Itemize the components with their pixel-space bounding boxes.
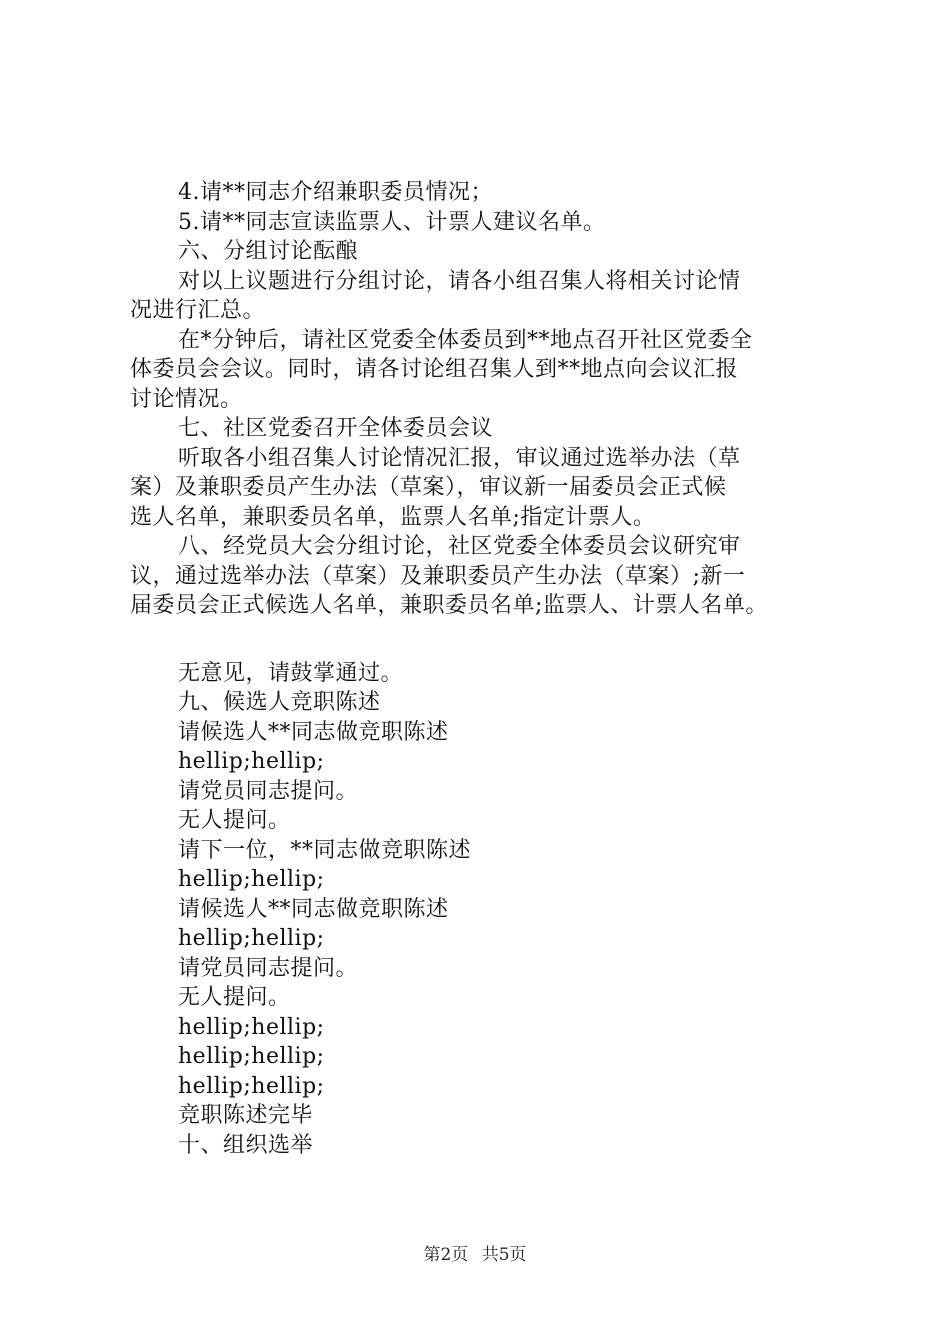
text-line: hellip;hellip; <box>178 1014 325 1040</box>
text-line: 请下一位，**同志做竞职陈述 <box>178 837 472 863</box>
text-line: hellip;hellip; <box>178 926 325 951</box>
text-line: 讨论情况。 <box>130 386 243 412</box>
document-body <box>130 178 850 1160</box>
text-line: 在*分钟后，请社区党委全体委员到**地点召开社区党委全 <box>178 327 753 353</box>
text-line: 况进行汇总。 <box>130 298 266 323</box>
text-line: 对以上议题进行分组讨论，请各小组召集人将相关讨论情 <box>178 268 741 294</box>
text-line: hellip;hellip; <box>178 749 325 774</box>
text-line: 无人提问。 <box>178 808 291 833</box>
text-line: 请党员同志提问。 <box>178 955 359 981</box>
section-heading: 六、分组讨论酝酿 <box>178 239 359 264</box>
paragraph-gap <box>130 621 850 659</box>
text-line: 听取各小组召集人讨论情况汇报，审议通过选举办法（草 <box>178 445 741 471</box>
text-line: hellip;hellip; <box>178 1044 325 1069</box>
text-line: 4.请**同志介绍兼职委员情况； <box>178 180 493 205</box>
section-heading: 七、社区党委召开全体委员会议 <box>178 416 494 441</box>
text-line: 届委员会正式候选人名单，兼职委员名单;监票人、计票人名单。 <box>130 593 768 618</box>
text-line: 竞职陈述完毕 <box>178 1103 314 1128</box>
text-line: 请党员同志提问。 <box>178 778 359 804</box>
text-line: hellip;hellip; <box>178 1073 325 1099</box>
text-line: 无意见，请鼓掌通过。 <box>178 660 404 686</box>
section-heading: 八、经党员大会分组讨论，社区党委全体委员会议研究审 <box>178 534 741 559</box>
text-line: 案）及兼职委员产生办法（草案），审议新一届委员会正式候 <box>130 475 727 500</box>
text-line: 选人名单，兼职委员名单，监票人名单;指定计票人。 <box>130 504 656 530</box>
text-line: 5.请**同志宣读监票人、计票人建议名单。 <box>178 209 606 235</box>
text-line: 无人提问。 <box>178 985 291 1010</box>
text-line: 请候选人**同志做竞职陈述 <box>178 719 449 745</box>
section-heading: 十、组织选举 <box>178 1132 314 1158</box>
page-total: 共5页 <box>481 1245 527 1265</box>
text-line: 议，通过选举办法（草案）及兼职委员产生办法（草案）;新一 <box>130 563 746 589</box>
text-line: 请候选人**同志做竞职陈述 <box>178 896 449 922</box>
text-line: 体委员会会议。同时，请各讨论组召集人到**地点向会议汇报 <box>130 357 739 382</box>
section-heading: 九、候选人竞职陈述 <box>178 690 381 715</box>
page-number: 第2页 <box>423 1245 469 1265</box>
page-footer <box>0 1240 950 1265</box>
text-line: hellip;hellip; <box>178 867 325 892</box>
